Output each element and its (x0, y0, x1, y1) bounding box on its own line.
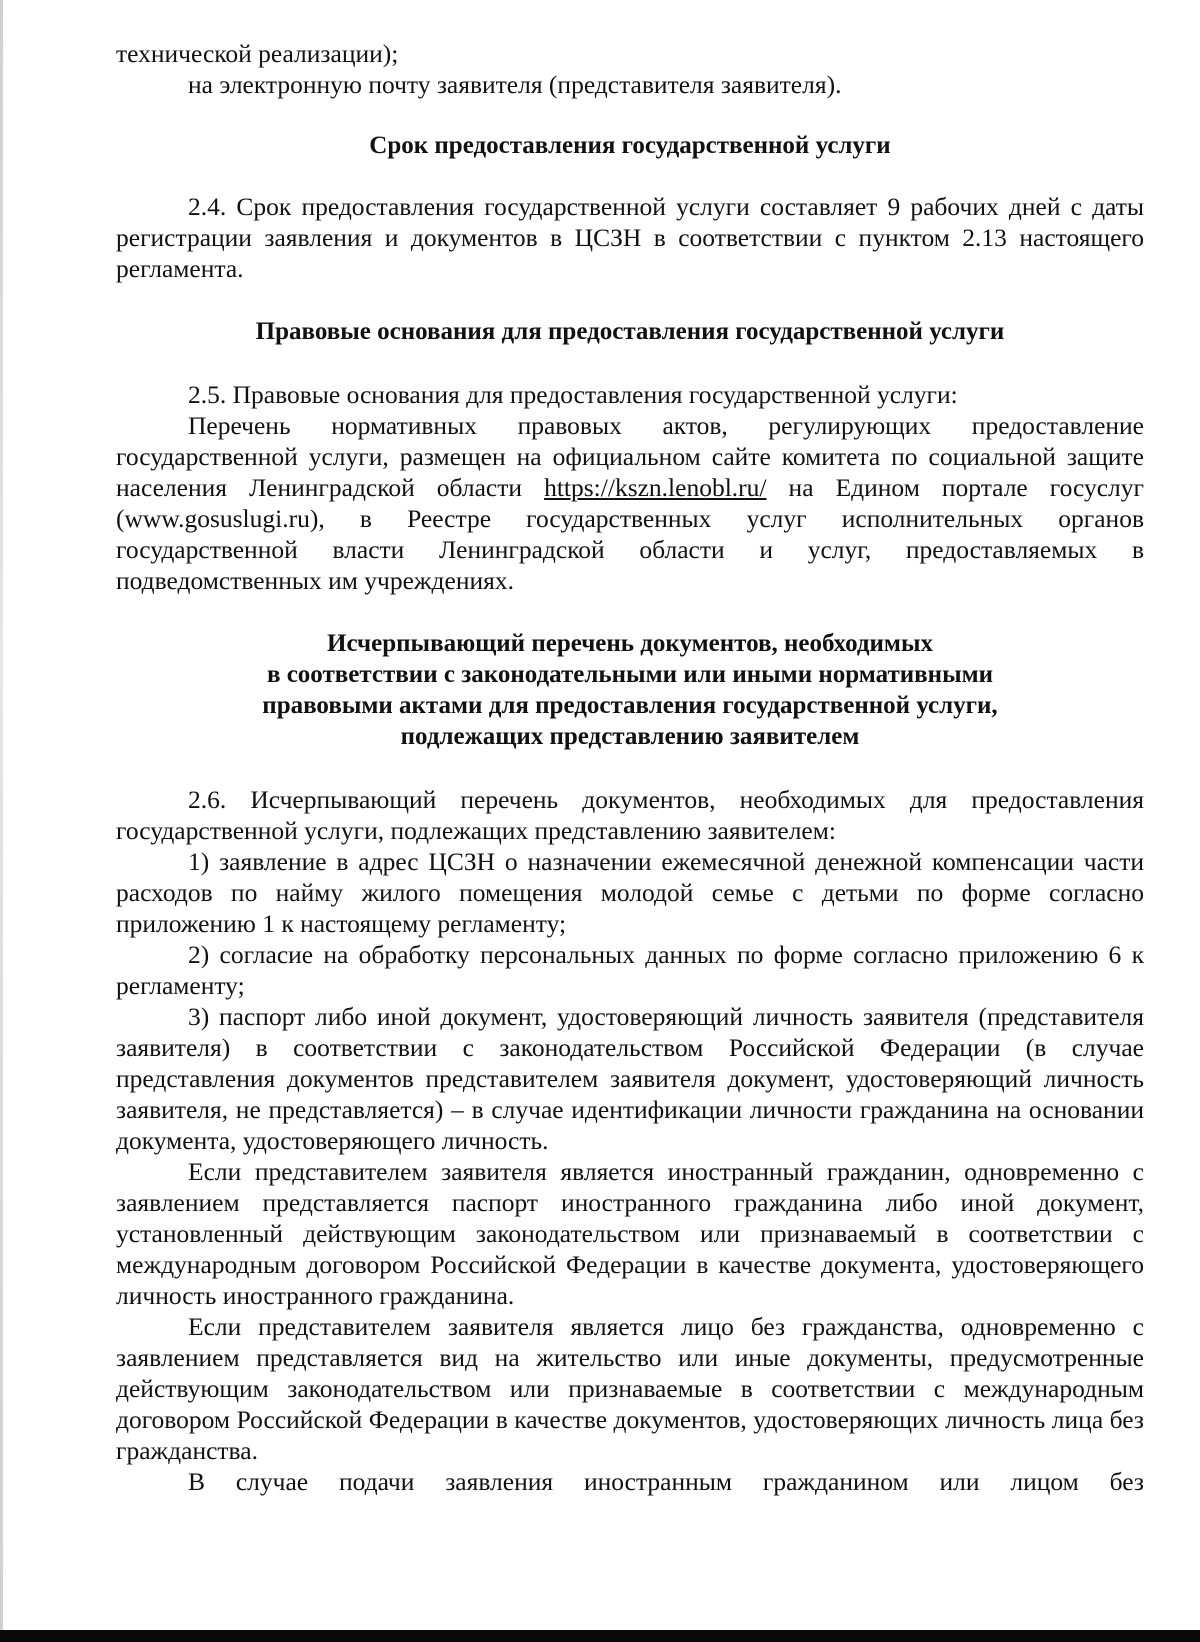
heading-documents-line-1: Исчерпывающий перечень документов, необходимых (327, 630, 933, 657)
paragraph-2-5-text-after: на Едином портале госуслуг (www.gosuslugi.ru), в Реестре государственных услуг исполнительных органов государственной власти Ленинградской области и услуг, предоставляемых в подведомственных им учреждениях. (116, 473, 1144, 595)
heading-legal-basis: Правовые основания для предоставления государственной услуги (255, 318, 1005, 345)
spacer (116, 161, 1144, 191)
paragraph-top-continuation: технической реализации); (116, 39, 399, 68)
scan-left-edge (0, 0, 3, 1642)
spacer (116, 284, 1144, 316)
paragraph-foreign-citizen: Если представителем заявителя является иностранный гражданин, одновременно с заявлением представляется паспорт иностранного гражданина либо иной документ, установленный действующим законодательством или признаваемый в соответствии с международным договором Российской Федерации в качестве документа, удостоверяющего личность иностранного гражданина. (116, 1157, 1144, 1310)
document-page (116, 38, 1144, 1497)
heading-documents-line-3: правовыми актами для предоставления государственной услуги, (262, 692, 998, 719)
heading-service-term: Срок предоставления государственной услуги (369, 132, 891, 159)
paragraph-2-4: 2.4. Срок предоставления государственной услуги составляет 9 рабочих дней с даты регистрации заявления и документов в ЦСЗН в соответствии с пунктом 2.13 настоящего регламента. (116, 192, 1144, 283)
spacer (116, 100, 1144, 130)
paragraph-2-5-text-before: Перечень нормативных правовых актов, регулирующих предоставление государственной услуги, размещен на официальном сайте комитета по социальной защите населения Ленинградской области (116, 411, 1144, 502)
scan-bottom-edge (0, 1630, 1200, 1642)
paragraph-stateless-person: Если представителем заявителя является лицо без гражданства, одновременно с заявлением представляется вид на жительство или иные документы, предусмотренные действующим законодательством или признаваемые в соответствии с международным договором Российской Федерации в качестве документов, удостоверяющих личность лица без гражданства. (116, 1312, 1144, 1465)
paragraph-2-5-title: 2.5. Правовые основания для предоставления государственной услуги: (188, 380, 958, 409)
paragraph-2-5-text (116, 410, 1144, 596)
spacer (116, 752, 1144, 784)
paragraph-2-6: 2.6. Исчерпывающий перечень документов, необходимых для предоставления государственной услуги, подлежащих представлению заявителем: (116, 785, 1144, 845)
list-item-1: 1) заявление в адрес ЦСЗН о назначении ежемесячной денежной компенсации части расходов по найму жилого помещения молодой семье с детьми по форме согласно приложению 1 к настоящему регламенту; (116, 847, 1144, 938)
heading-documents-line-4: подлежащих представлению заявителем (400, 723, 860, 750)
paragraph-last-partial: В случае подачи заявления иностранным гражданином или лицом без (188, 1467, 1144, 1496)
list-item-3: 3) паспорт либо иной документ, удостоверяющий личность заявителя (представителя заявителя) в соответствии с законодательством Российской Федерации (в случае представления документов представителем заявителя документ, удостоверяющий личность заявителя, не представляется) – в случае идентификации личности гражданина на основании документа, удостоверяющего личность. (116, 1002, 1144, 1155)
committee-website-link[interactable]: https://kszn.lenobl.ru/ (544, 473, 767, 502)
paragraph-email-delivery: на электронную почту заявителя (представителя заявителя). (188, 70, 842, 99)
spacer (116, 347, 1144, 379)
spacer (116, 596, 1144, 628)
list-item-2: 2) согласие на обработку персональных данных по форме согласно приложению 6 к регламенту; (116, 940, 1144, 1000)
heading-documents-list (116, 628, 1144, 752)
heading-documents-line-2: в соответствии с законодательными или иными нормативными (266, 661, 994, 688)
